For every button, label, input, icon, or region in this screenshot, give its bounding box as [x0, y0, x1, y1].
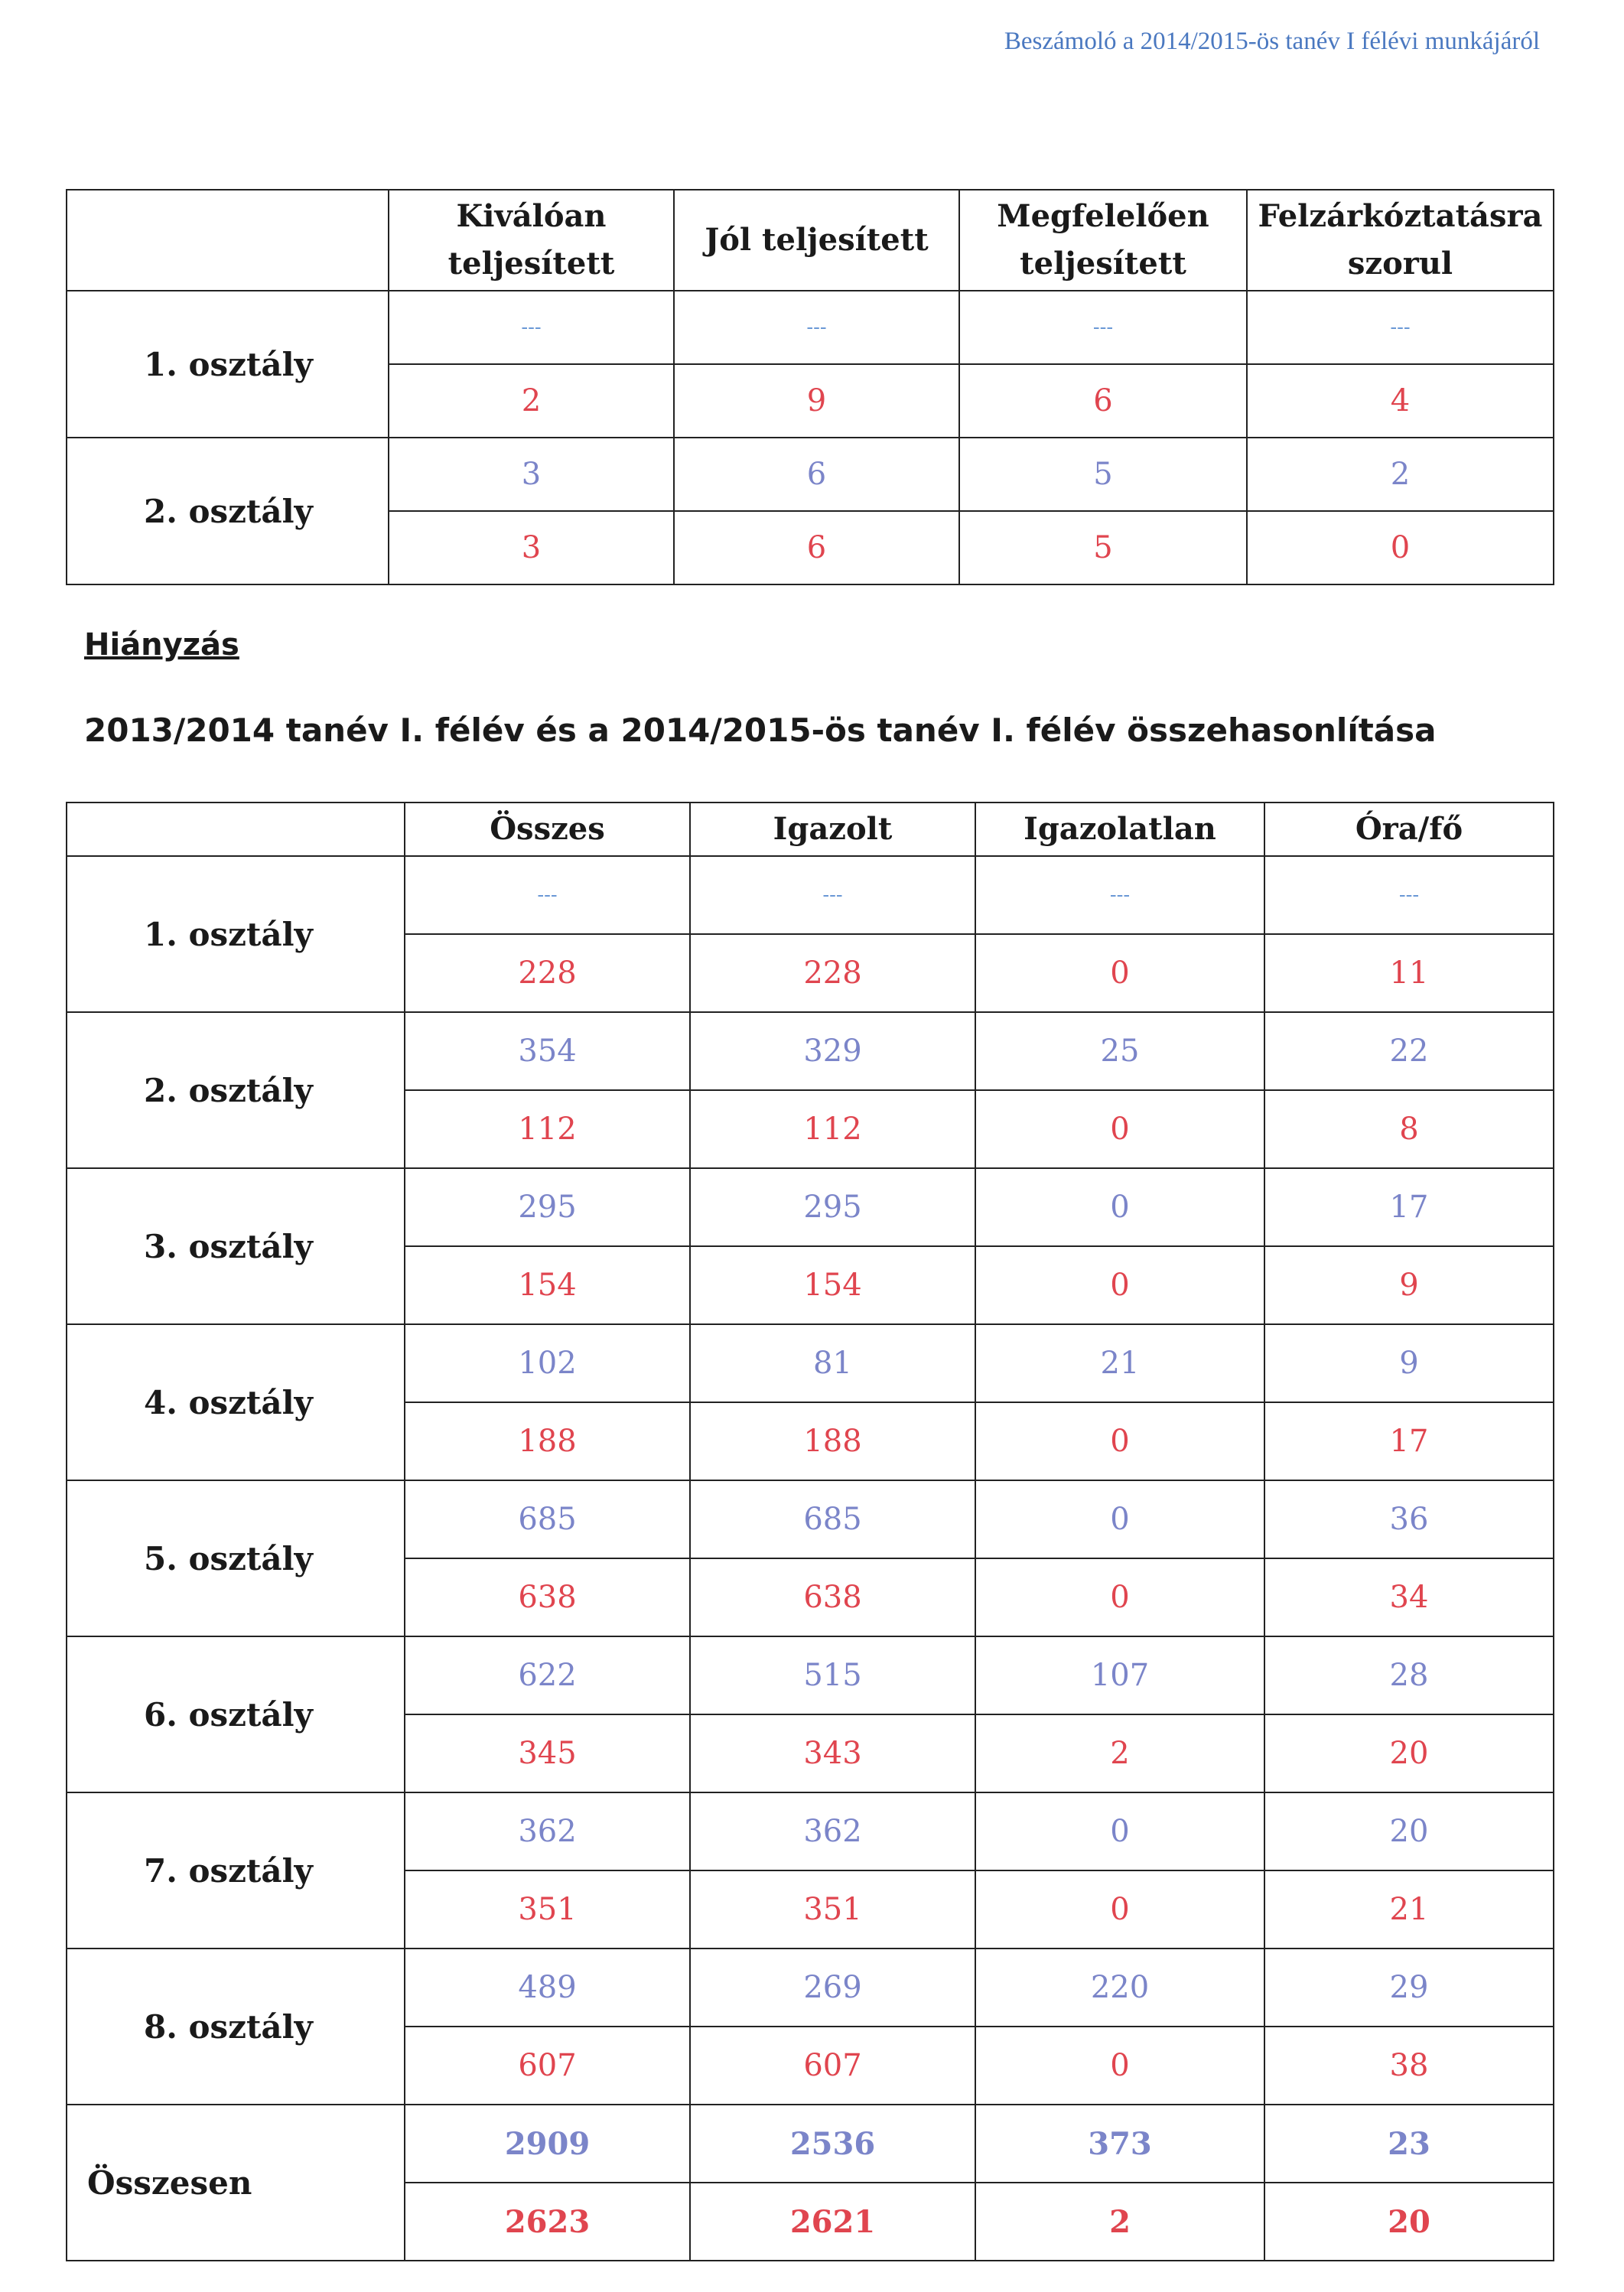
- current-year-value: 154: [690, 1246, 975, 1324]
- prev-year-value: 0: [975, 1480, 1264, 1558]
- current-year-value: 0: [975, 2027, 1264, 2105]
- row-label: 2. osztály: [67, 438, 389, 584]
- prev-year-value: 25: [975, 1012, 1264, 1090]
- current-year-value: 0: [975, 1246, 1264, 1324]
- column-header: Igazolt: [690, 803, 975, 856]
- table-row: [67, 438, 1554, 511]
- table-row: [67, 1949, 1554, 2027]
- prev-year-value: ---: [975, 856, 1264, 934]
- current-year-value: 38: [1264, 2027, 1554, 2105]
- table-row: [67, 1792, 1554, 1870]
- current-year-value: 20: [1264, 2183, 1554, 2261]
- current-year-value: 9: [1264, 1246, 1554, 1324]
- row-label: Összesen: [67, 2105, 405, 2261]
- row-label: 1. osztály: [67, 856, 405, 1012]
- prev-year-value: 362: [690, 1792, 975, 1870]
- prev-year-value: 5: [959, 438, 1247, 511]
- column-header: Óra/fő: [1264, 803, 1554, 856]
- prev-year-value: 0: [975, 1792, 1264, 1870]
- row-label: 3. osztály: [67, 1168, 405, 1324]
- table-row: [67, 2105, 1554, 2183]
- current-year-value: 638: [690, 1558, 975, 1636]
- header-row: [67, 190, 1554, 291]
- prev-year-value: 107: [975, 1636, 1264, 1714]
- prev-year-value: 685: [405, 1480, 690, 1558]
- column-header: Megfelelően teljesített: [959, 190, 1247, 291]
- prev-year-value: 373: [975, 2105, 1264, 2183]
- header-row: [67, 803, 1554, 856]
- current-year-value: 3: [389, 511, 674, 584]
- current-year-value: 188: [690, 1402, 975, 1480]
- current-year-value: 34: [1264, 1558, 1554, 1636]
- current-year-value: 2: [975, 1714, 1264, 1792]
- prev-year-value: 685: [690, 1480, 975, 1558]
- current-year-value: 351: [690, 1870, 975, 1949]
- prev-year-value: 295: [405, 1168, 690, 1246]
- column-header: Felzárkóztatásra szorul: [1247, 190, 1554, 291]
- corner-cell: [67, 190, 389, 291]
- row-label: 2. osztály: [67, 1012, 405, 1168]
- current-year-value: 9: [674, 364, 959, 438]
- prev-year-value: 354: [405, 1012, 690, 1090]
- current-year-value: 20: [1264, 1714, 1554, 1792]
- current-year-value: 17: [1264, 1402, 1554, 1480]
- current-year-value: 4: [1247, 364, 1554, 438]
- prev-year-value: ---: [959, 291, 1247, 364]
- current-year-value: 607: [690, 2027, 975, 2105]
- row-label: 8. osztály: [67, 1949, 405, 2105]
- column-header: Igazolatlan: [975, 803, 1264, 856]
- current-year-value: 345: [405, 1714, 690, 1792]
- column-header: Kiválóan teljesített: [389, 190, 674, 291]
- row-label: 6. osztály: [67, 1636, 405, 1792]
- row-label: 4. osztály: [67, 1324, 405, 1480]
- prev-year-value: 362: [405, 1792, 690, 1870]
- prev-year-value: 23: [1264, 2105, 1554, 2183]
- prev-year-value: 20: [1264, 1792, 1554, 1870]
- current-year-value: 112: [690, 1090, 975, 1168]
- prev-year-value: 269: [690, 1949, 975, 2027]
- current-year-value: 2621: [690, 2183, 975, 2261]
- current-year-value: 5: [959, 511, 1247, 584]
- prev-year-value: 36: [1264, 1480, 1554, 1558]
- prev-year-value: 28: [1264, 1636, 1554, 1714]
- performance-table: [66, 189, 1554, 585]
- prev-year-value: 22: [1264, 1012, 1554, 1090]
- current-year-value: 351: [405, 1870, 690, 1949]
- current-year-value: 638: [405, 1558, 690, 1636]
- prev-year-value: 81: [690, 1324, 975, 1402]
- current-year-value: 21: [1264, 1870, 1554, 1949]
- current-year-value: 0: [975, 934, 1264, 1012]
- current-year-value: 188: [405, 1402, 690, 1480]
- table-row: [67, 1636, 1554, 1714]
- prev-year-value: 21: [975, 1324, 1264, 1402]
- prev-year-value: 102: [405, 1324, 690, 1402]
- current-year-value: 0: [1247, 511, 1554, 584]
- current-year-value: 2: [389, 364, 674, 438]
- prev-year-value: ---: [1264, 856, 1554, 934]
- prev-year-value: 329: [690, 1012, 975, 1090]
- section-title: Hiányzás: [84, 627, 239, 663]
- prev-year-value: ---: [690, 856, 975, 934]
- row-label: 7. osztály: [67, 1792, 405, 1949]
- prev-year-value: 2: [1247, 438, 1554, 511]
- table-row: [67, 1480, 1554, 1558]
- table-row: [67, 291, 1554, 364]
- absence-table: [66, 802, 1554, 2261]
- current-year-value: 6: [674, 511, 959, 584]
- prev-year-value: 6: [674, 438, 959, 511]
- current-year-value: 2: [975, 2183, 1264, 2261]
- current-year-value: 0: [975, 1090, 1264, 1168]
- prev-year-value: 17: [1264, 1168, 1554, 1246]
- current-year-value: 0: [975, 1558, 1264, 1636]
- table-row: [67, 1324, 1554, 1402]
- prev-year-value: 489: [405, 1949, 690, 2027]
- current-year-value: 2623: [405, 2183, 690, 2261]
- table-row: [67, 856, 1554, 934]
- column-header: Összes: [405, 803, 690, 856]
- current-year-value: 0: [975, 1402, 1264, 1480]
- prev-year-value: 29: [1264, 1949, 1554, 2027]
- current-year-value: 228: [690, 934, 975, 1012]
- prev-year-value: 220: [975, 1949, 1264, 2027]
- prev-year-value: ---: [1247, 291, 1554, 364]
- table-row: [67, 1012, 1554, 1090]
- current-year-value: 112: [405, 1090, 690, 1168]
- table-row: [67, 1168, 1554, 1246]
- page-header: Beszámoló a 2014/2015-ös tanév I félévi munkájáról: [1004, 28, 1540, 55]
- prev-year-value: 2909: [405, 2105, 690, 2183]
- row-label: 5. osztály: [67, 1480, 405, 1636]
- prev-year-value: 622: [405, 1636, 690, 1714]
- prev-year-value: 2536: [690, 2105, 975, 2183]
- current-year-value: 0: [975, 1870, 1264, 1949]
- current-year-value: 11: [1264, 934, 1554, 1012]
- column-header: Jól teljesített: [674, 190, 959, 291]
- prev-year-value: 9: [1264, 1324, 1554, 1402]
- current-year-value: 228: [405, 934, 690, 1012]
- prev-year-value: 3: [389, 438, 674, 511]
- corner-cell: [67, 803, 405, 856]
- prev-year-value: ---: [389, 291, 674, 364]
- section-subtitle: 2013/2014 tanév I. félév és a 2014/2015-ös tanév I. félév összehasonlítása: [84, 711, 1437, 749]
- current-year-value: 8: [1264, 1090, 1554, 1168]
- current-year-value: 343: [690, 1714, 975, 1792]
- prev-year-value: ---: [674, 291, 959, 364]
- prev-year-value: 0: [975, 1168, 1264, 1246]
- row-label: 1. osztály: [67, 291, 389, 438]
- current-year-value: 6: [959, 364, 1247, 438]
- prev-year-value: 295: [690, 1168, 975, 1246]
- prev-year-value: 515: [690, 1636, 975, 1714]
- current-year-value: 154: [405, 1246, 690, 1324]
- prev-year-value: ---: [405, 856, 690, 934]
- current-year-value: 607: [405, 2027, 690, 2105]
